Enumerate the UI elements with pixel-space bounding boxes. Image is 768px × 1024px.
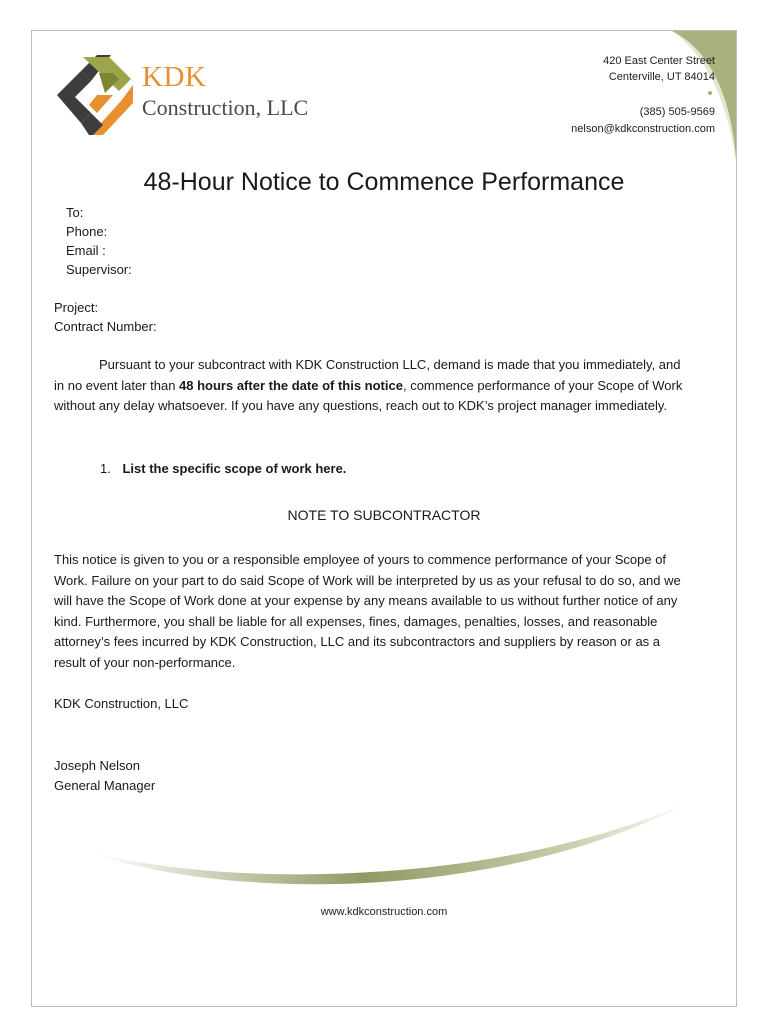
- divider-dot: [708, 91, 712, 95]
- notice-paragraph: This notice is given to you or a responsible employee of yours to commence performance of your Scope of Work. Failure on your part to do said Scope of Work will be interpreted by us as your refusal to do so, and we will have the Scope of Work done at your expense by any means available to us without further notice of any kind. Furthermore, you shall be liable for all expenses, fines, damages, penalties, losses, and reasonable attorney’s fees incurred by KDK Construction, LLC and its subcontractors and suppliers by reason or as a result of your non-performance.: [54, 552, 681, 670]
- bottom-swoosh-graphic: [82, 791, 702, 911]
- document-title: 48-Hour Notice to Commence Performance: [143, 168, 625, 196]
- brand-name: KDK: [142, 61, 207, 93]
- signature-role: General Manager: [54, 778, 156, 793]
- scope-list-item: [100, 459, 346, 478]
- signature-company: KDK Construction, LLC: [54, 696, 189, 711]
- field-to: To:: [66, 205, 84, 220]
- contact-email: nelson@kdkconstruction.com: [571, 123, 715, 135]
- signature-name: Joseph Nelson: [54, 758, 140, 773]
- corner-swoosh-graphic: [672, 31, 736, 161]
- document-page: [31, 30, 737, 1007]
- field-contract-number: Contract Number:: [54, 319, 157, 334]
- brand-subtitle: Construction, LLC: [142, 95, 309, 120]
- field-phone: Phone:: [66, 224, 108, 239]
- address-city: Centerville, UT 84014: [608, 71, 715, 83]
- list-item-text: List the specific scope of work here.: [122, 461, 347, 476]
- list-number: 1.: [100, 461, 111, 476]
- field-email: Email :: [66, 243, 106, 258]
- field-project: Project:: [54, 300, 99, 315]
- demand-paragraph: Pursuant to your subcontract with KDK Construction LLC, demand is made that you immediately, and in no event later than 48 hours after the date of this notice, commence performance of your Scope of Work without any delay whatsoever. If you have any questions, reach out to KDK’s project manager immediately.: [54, 357, 683, 413]
- address-street: 420 East Center Street: [603, 55, 715, 67]
- kdk-logo-icon: [53, 51, 135, 139]
- note-heading: NOTE TO SUBCONTRACTOR: [287, 507, 481, 523]
- contact-phone: (385) 505-9569: [639, 106, 715, 118]
- footer-website: www.kdkconstruction.com: [320, 906, 448, 918]
- field-supervisor: Supervisor:: [66, 262, 132, 277]
